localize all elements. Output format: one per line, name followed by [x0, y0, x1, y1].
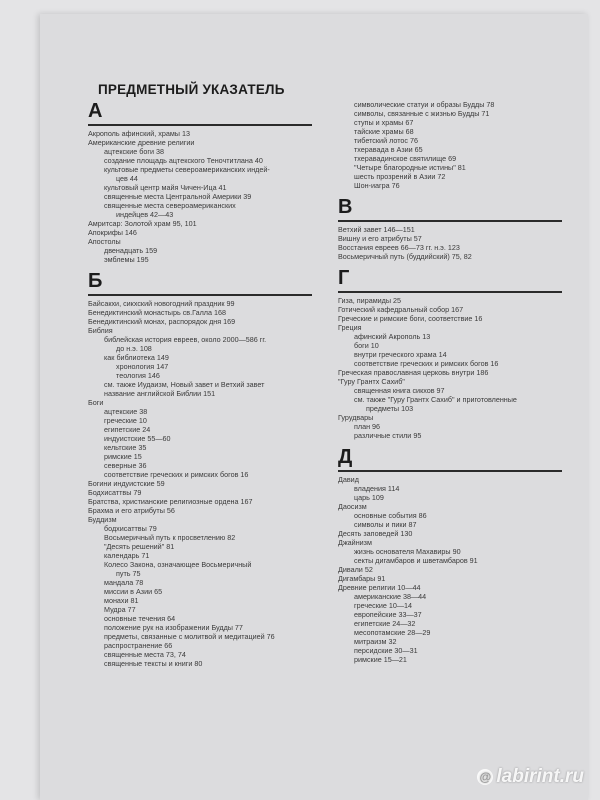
index-entry: культовый центр майя Чичен-Ица 41 — [104, 183, 227, 192]
index-entry: Дигамбары 91 — [338, 574, 386, 583]
index-entry: культовые предметы североамериканских индей- — [104, 165, 270, 174]
index-section — [338, 267, 562, 440]
index-entry: ацтекские 38 — [104, 407, 148, 416]
index-entry: индейцев 42—43 — [116, 210, 174, 219]
index-entry: священные тексты и книги 80 — [104, 659, 203, 668]
index-entry: индуистские 55—60 — [104, 434, 171, 443]
index-entry: тибетский лотос 76 — [354, 136, 418, 145]
index-entry: Бодхисаттвы 79 — [88, 488, 142, 497]
index-entry: афинский Акрополь 13 — [354, 332, 431, 341]
index-entry: Братства, христианские религиозные ордена 167 — [88, 497, 253, 506]
index-entry: египетские 24 — [104, 425, 151, 434]
index-entry: монахи 81 — [104, 596, 139, 605]
index-entry: Гиза, пирамиды 25 — [338, 296, 401, 305]
index-section — [338, 446, 562, 664]
index-section — [338, 196, 562, 261]
watermark — [477, 766, 584, 788]
index-entry: название английской Библии 151 — [104, 389, 216, 398]
index-entry: путь 75 — [116, 569, 141, 578]
index-entry: Мудра 77 — [104, 605, 136, 614]
index-entry: священная книга сикхов 97 — [354, 386, 445, 395]
index-entry: см. также "Гуру Грантх Сахиб" и приготовленные — [354, 395, 517, 404]
index-entry: различные стили 95 — [354, 431, 422, 440]
section-rule — [338, 470, 562, 472]
index-entry: как библиотека 149 — [104, 353, 169, 362]
index-entry: "Десять решений" 81 — [104, 542, 175, 551]
index-entry: тхеравада в Азии 65 — [354, 145, 423, 154]
index-entry: Дивали 52 — [338, 565, 373, 574]
index-entry: символические статуи и образы Будды 78 — [354, 100, 495, 109]
index-entry: "Четыре благородные истины" 81 — [354, 163, 466, 172]
index-entry: ступы и храмы 67 — [354, 118, 414, 127]
index-entry: Восстания евреев 66—73 гг. н.э. 123 — [338, 243, 460, 252]
section-letter: В — [338, 196, 353, 218]
index-entry: кельтские 35 — [104, 443, 147, 452]
section-rule — [88, 294, 312, 296]
entry-list — [338, 296, 562, 440]
index-entry: "Гуру Грантх Сахиб" — [338, 377, 405, 386]
index-entry: символы и пики 87 — [354, 520, 417, 529]
index-entry: Древние религии 10—44 — [338, 583, 421, 592]
index-entry: Боги — [88, 398, 104, 407]
index-entry: тхеравадинское святилище 69 — [354, 154, 457, 163]
section-letter: Д — [338, 446, 353, 468]
index-entry: европейские 33—37 — [354, 610, 422, 619]
index-entry: Греция — [338, 323, 362, 332]
index-entry: жизнь основателя Махавиры 90 — [354, 547, 461, 556]
index-entry: Амритсар: Золотой храм 95, 101 — [88, 219, 197, 228]
index-entry: Десять заповедей 130 — [338, 529, 413, 538]
section-letter: А — [88, 100, 103, 122]
index-entry: шесть прозрений в Азии 72 — [354, 172, 446, 181]
index-entry: эмблемы 195 — [104, 255, 149, 264]
index-entry: Богини индуистские 59 — [88, 479, 165, 488]
index-entry: бодхисаттвы 79 — [104, 524, 157, 533]
index-entry: двенадцать 159 — [104, 246, 158, 255]
entry-list — [88, 129, 312, 264]
index-entry: план 96 — [354, 422, 381, 431]
index-entry: Готический кафедральный собор 167 — [338, 305, 464, 314]
index-entry: символы, связанные с жизнью Будды 71 — [354, 109, 490, 118]
page-title: ПРЕДМЕТНЫЙ УКАЗАТЕЛЬ — [98, 82, 285, 97]
index-section — [338, 100, 562, 190]
index-entry: греческие 10—14 — [354, 601, 413, 610]
index-entry: Шон-иагра 76 — [354, 181, 400, 190]
index-entry: внутри греческого храма 14 — [354, 350, 447, 359]
index-entry: соответствие греческих и римских богов 16 — [354, 359, 499, 368]
index-entry: боги 10 — [354, 341, 379, 350]
index-entry: предметы, связанные с молитвой и медитацией 76 — [104, 632, 275, 641]
index-entry: миссии в Азии 65 — [104, 587, 163, 596]
index-entry: месопотамские 28—29 — [354, 628, 431, 637]
index-entry: Гурудвары — [338, 413, 374, 422]
index-entry: библейская история евреев, около 2000—586 гг. — [104, 335, 267, 344]
index-entry: секты дигамбаров и шветамбаров 91 — [354, 556, 478, 565]
index-entry: американские 38—44 — [354, 592, 427, 601]
index-entry: Восьмеричный путь к просветлению 82 — [104, 533, 236, 542]
index-entry: см. также Иудаизм, Новый завет и Ветхий завет — [104, 380, 265, 389]
index-entry: Колесо Закона, означающее Восьмеричный — [104, 560, 252, 569]
index-entry: Байсакхи, сикхский новогодний праздник 99 — [88, 299, 235, 308]
index-entry: греческие 10 — [104, 416, 147, 425]
index-entry: персидские 30—31 — [354, 646, 418, 655]
index-entry: создание площадь ацтекского Теночтитлана 40 — [104, 156, 263, 165]
index-entry: Акрополь афинский, храмы 13 — [88, 129, 190, 138]
index-entry: Брахма и его атрибуты 56 — [88, 506, 175, 515]
index-entry: положение рук на изображении Будды 77 — [104, 623, 243, 632]
index-entry: мандала 78 — [104, 578, 144, 587]
index-entry: Апостолы — [88, 237, 121, 246]
index-entry: ацтекские боги 38 — [104, 147, 165, 156]
index-entry: цев 44 — [116, 174, 138, 183]
index-entry: царь 109 — [354, 493, 384, 502]
index-entry: римские 15 — [104, 452, 142, 461]
index-entry: календарь 71 — [104, 551, 150, 560]
section-rule — [338, 291, 562, 293]
index-entry: Бенедиктинский монах, распорядок дня 169 — [88, 317, 236, 326]
index-entry: египетские 24—32 — [354, 619, 416, 628]
index-entry: владения 114 — [354, 484, 400, 493]
index-entry: митраизм 32 — [354, 637, 397, 646]
index-entry: священные места Центральной Америки 39 — [104, 192, 252, 201]
labirint-logo-icon: @ — [477, 769, 493, 785]
index-entry: Давид — [338, 475, 359, 484]
index-entry: Бенедиктинский монастырь св.Галла 168 — [88, 308, 226, 317]
left-column — [88, 100, 312, 674]
index-entry: Джайнизм — [338, 538, 372, 547]
index-entry: Библия — [88, 326, 113, 335]
index-entry: северные 36 — [104, 461, 147, 470]
index-entry: Восьмеричный путь (буддийский) 75, 82 — [338, 252, 472, 261]
index-entry: Буддизм — [88, 515, 117, 524]
section-letter: Г — [338, 267, 350, 289]
entry-list — [338, 100, 562, 190]
index-entry: Греческие и римские боги, соответствие 16 — [338, 314, 483, 323]
index-entry: распространение 66 — [104, 641, 173, 650]
index-entry: Американские древние религии — [88, 138, 195, 147]
index-entry: основные события 86 — [354, 511, 427, 520]
entry-list — [338, 225, 562, 261]
index-entry: Апокрифы 146 — [88, 228, 137, 237]
watermark-text: labirint.ru — [496, 766, 584, 787]
index-entry: римские 15—21 — [354, 655, 407, 664]
entry-list — [88, 299, 312, 668]
index-entry: священные места 73, 74 — [104, 650, 186, 659]
index-entry: основные течения 64 — [104, 614, 176, 623]
section-rule — [338, 220, 562, 222]
index-entry: Ветхий завет 146—151 — [338, 225, 415, 234]
section-rule — [88, 124, 312, 126]
index-entry: священные места североамериканских — [104, 201, 236, 210]
index-entry: Вишну и его атрибуты 57 — [338, 234, 422, 243]
index-entry: тайские храмы 68 — [354, 127, 414, 136]
index-section — [88, 100, 312, 264]
index-entry: предметы 103 — [366, 404, 414, 413]
right-column — [338, 100, 562, 670]
index-entry: соответствие греческих и римских богов 16 — [104, 470, 249, 479]
index-entry: теология 146 — [116, 371, 160, 380]
entry-list — [338, 475, 562, 664]
section-letter: Б — [88, 270, 103, 292]
index-entry: Даосизм — [338, 502, 367, 511]
index-entry: хронология 147 — [116, 362, 169, 371]
index-section — [88, 270, 312, 668]
index-entry: Греческая православная церковь внутри 186 — [338, 368, 489, 377]
index-entry: до н.э. 108 — [116, 344, 152, 353]
